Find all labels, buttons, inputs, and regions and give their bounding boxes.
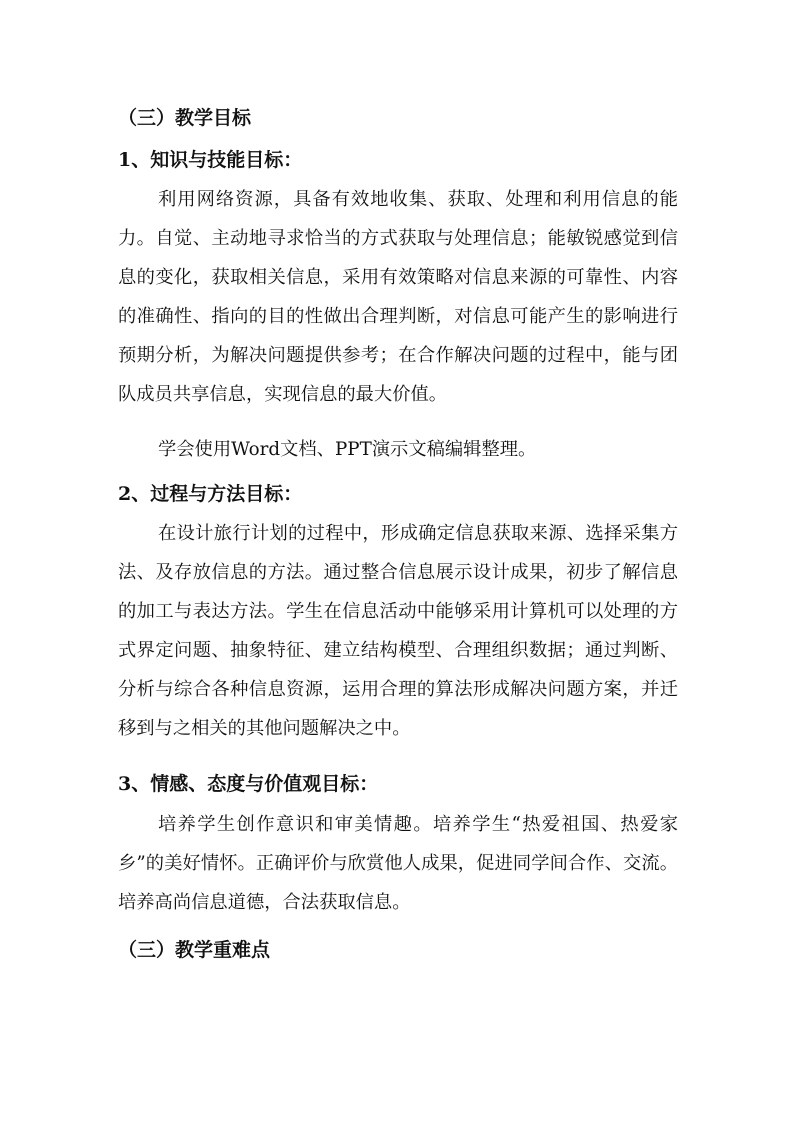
process-methods-paragraph: 在设计旅行计划的过程中，形成确定信息获取来源、选择采集方法、及存放信息的方法。通过整合信息展示设计成果，初步了解信息的加工与表达方法。学生在信息活动中能够采用计算机可以处理的方式界定问题、抽象特征、建立结构模型、合理组织数据；通过判断、分析与综合各种信息资源，运用合理的算法形成解决问题方案，并迁移到与之相关的其他问题解决之中。 <box>118 523 678 739</box>
knowledge-skills-paragraph: 利用网络资源，具备有效地收集、获取、处理和利用信息的能力。自觉、主动地寻求恰当的方式获取与处理信息；能敏锐感觉到信息的变化，获取相关信息，采用有效策略对信息来源的可靠性、内容的准确性、指向的目的性做出合理判断，对信息可能产生的影响进行预期分析，为解决问题提供参考；在合作解决问题的过程中，能与团队成员共享信息，实现信息的最大价值。 <box>118 189 678 405</box>
process-methods-heading: 2、过程与方法目标： <box>118 483 303 505</box>
key-points-heading: （三）教学重难点 <box>118 939 271 961</box>
office-skills-paragraph: 学会使用Word文档、PPT演示文稿编辑整理。 <box>158 439 537 460</box>
teaching-goals-heading: （三）教学目标 <box>118 107 252 129</box>
emotion-values-heading: 3、情感、态度与价值观目标： <box>118 773 379 795</box>
emotion-values-paragraph: 培养学生创作意识和审美情趣。培养学生“热爱祖国、热爱家乡”的美好情怀。正确评价与欣赏他人成果，促进同学间合作、交流。培养高尚信息道德，合法获取信息。 <box>118 814 678 913</box>
knowledge-skills-heading: 1、知识与技能目标： <box>118 149 303 171</box>
